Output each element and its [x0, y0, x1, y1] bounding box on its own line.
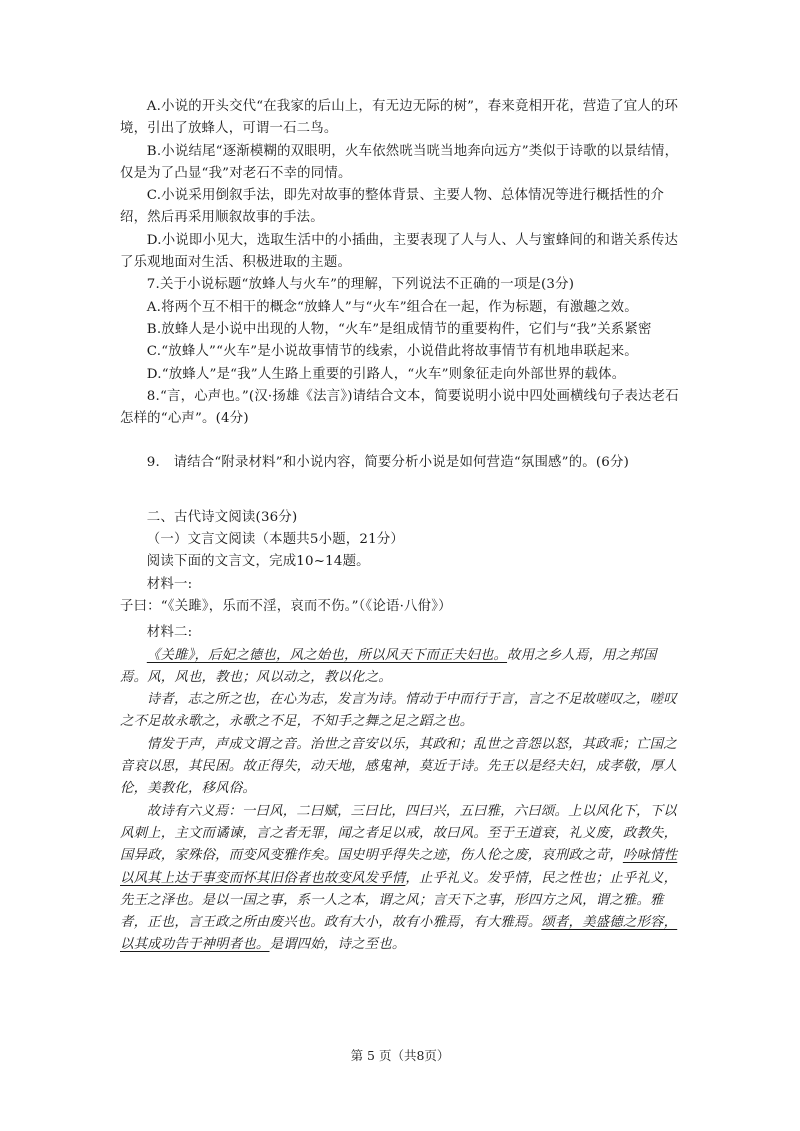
material-two-paragraph-2: 诗者，志之所之也，在心为志，发言为诗。情动于中而行于言，言之不足故嗟叹之，嗟叹之不足故永歌之，永歌之不足，不知手之舞之足之蹈之也。 [120, 692, 677, 730]
q8-stem: 8.“言，心声也。”(汉·扬雄《法言》)请结合文本，简要说明小说中四处画横线句子表达老石怎样的“心声”。(4分) [120, 388, 679, 427]
q6-option-a: A.小说的开头交代“在我家的后山上，有无边无际的树”，春来竟相开花，营造了宜人的环境，引出了放蜂人，可谓一石二鸟。 [120, 99, 679, 137]
material-two-label: 材料二: [146, 625, 193, 641]
page-footer: 第 5 页（共8页） [350, 1048, 450, 1063]
paragraph-4-part-b: ，止乎礼义。发乎情，民之性也；止乎礼义，先王之泽也。是以一国之事，系一人之本，谓之风；言天下之事，形四方之风，谓之雅。雅者，正也，言王政之所由废兴也。政有大小，故有小雅焉，有大雅焉。 [120, 870, 678, 931]
section-heading: 二、古代诗文阅读(36分) [146, 509, 298, 525]
document-page [120, 96, 682, 957]
underlined-sentence-1: 《关雎》，后妃之德也，风之始也，所以风天下而正夫妇也。 [146, 647, 508, 663]
q7-option-d: D.“放蜂人”是“我”人生路上重要的引路人，“火车”则象征走向外部世界的载体。 [146, 366, 626, 382]
material-two-paragraph-4 [120, 801, 682, 957]
section-subheading: （一）文言文阅读（本题共5小题，21分） [146, 532, 404, 548]
section-instruction: 阅读下面的文言文，完成10~14题。 [146, 554, 370, 570]
paragraph-4-part-a: 故诗有六义焉：一曰风，二曰赋，三曰比，四曰兴，五曰雅，六曰颂。上以风化下，下以风刺上，主文而谲谏，言之者无罪，闻之者足以戒，故曰风。至于王道衰，礼义废，政教失，国异政，家殊俗，而变风变雅作矣。国史明乎得失之迹，伤人伦之废，哀刑政之苛， [120, 803, 678, 864]
q6-option-d: D.小说即小见大，选取生活中的小插曲，主要表现了人与人、人与蜜蜂间的和谐关系传达了乐观地面对生活、积极进取的主题。 [120, 232, 679, 271]
material-one-label: 材料一: [146, 576, 193, 592]
paragraph-4-part-c: 是谓四始，诗之至也。 [269, 937, 406, 953]
material-one-text: 子曰：“《关雎》，乐而不淫，哀而不伤。”（《论语·八佾》） [120, 598, 452, 614]
underlined-sentence-3: 颂者，美盛德之形容，以其成功告于神明者也。 [120, 915, 678, 953]
q7-option-c: C.“放蜂人”“火车”是小说故事情节的线索，小说借此将故事情节有机地串联起来。 [146, 344, 638, 360]
q7-stem: 7.关于小说标题“放蜂人与火车”的理解，下列说法不正确的一项是(3分) [146, 277, 575, 293]
q7-option-a: A.将两个互不相干的概念“放蜂人”与“火车”组合在一起，作为标题，有激趣之效。 [146, 299, 638, 315]
underlined-sentence-2: 吟咏情性以风其上达于事变而怀其旧俗者也故变风发乎情 [120, 848, 678, 886]
paragraph-1-rest: 故用之乡人焉，用之邦国焉。风，风也，教也；风以动之，教以化之。 [120, 647, 657, 685]
material-two-paragraph-1 [120, 645, 682, 690]
q6-option-c: C.小说采用倒叙手法，即先对故事的整体背景、主要人物、总体情况等进行概括性的介绍，然后再采用顺叙故事的手法。 [120, 188, 665, 226]
q7-option-b: B.放蜂人是小说中出现的人物，“火车”是组成情节的重要构件，它们与“我”关系紧密 [146, 321, 652, 337]
q6-option-b: B.小说结尾“逐渐模糊的双眼明，火车依然咣当咣当地奔向远方”类似于诗歌的以景结情，仅是为了凸显“我”对老石不幸的同情。 [120, 143, 679, 181]
material-two-paragraph-3: 情发于声，声成文谓之音。治世之音安以乐，其政和；乱世之音怨以怒，其政乖；亡国之音哀以思，其民困。故正得失，动天地，感鬼神，莫近于诗。先王以是经夫妇，成孝敬，厚人伦，美教化，移风俗。 [120, 736, 678, 797]
q9-stem: 9. 请结合“附录材料”和小说内容，简要分析小说是如何营造“氛围感”的。(6分) [146, 455, 630, 471]
